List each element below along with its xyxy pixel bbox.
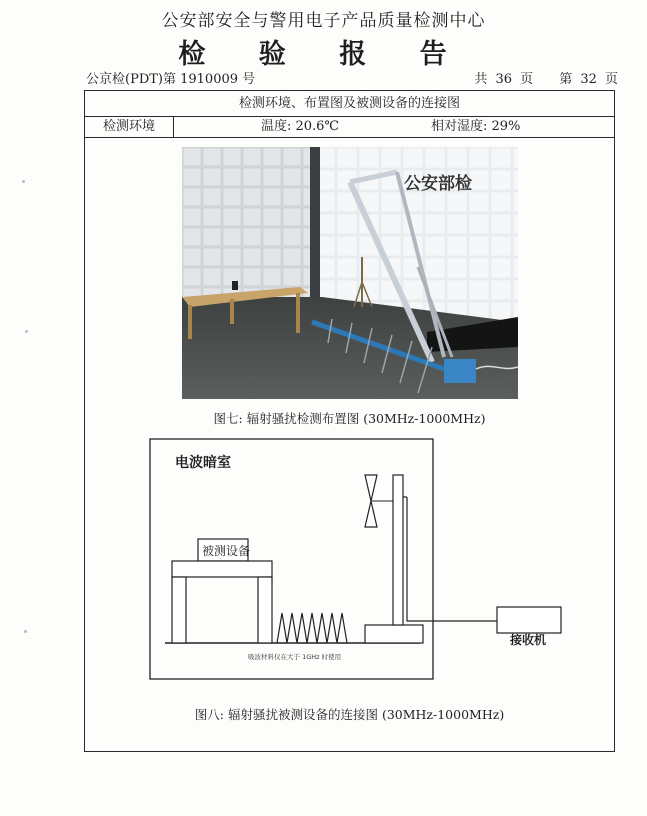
report-number: 公京检(PDT)第 1910009 号 [86, 72, 256, 87]
eut-label: 被测设备 [202, 544, 251, 558]
chamber-photo [182, 147, 518, 399]
antenna-mast [393, 475, 403, 625]
report-table [84, 90, 615, 752]
receiver-box [497, 607, 561, 633]
absorber-note: 吸波材料仅在大于 1GHz 时使用 [248, 653, 342, 661]
chamber-label: 电波暗室 [175, 455, 231, 471]
report-title: 检 验 报 告 [178, 39, 469, 70]
page-info [448, 68, 618, 87]
wall-text: 公安部检 [404, 174, 472, 194]
scan-speck [22, 180, 25, 183]
chamber-photo-image [182, 147, 518, 399]
humidity-value: 相对湿度: 29% [431, 119, 521, 134]
connection-diagram-svg [85, 435, 616, 695]
report-meta [86, 68, 618, 88]
diagram-caption: 图八: 辐射骚扰被测设备的连接图 (30MHz-1000MHz) [194, 707, 505, 722]
mast-base [365, 625, 423, 643]
test-table [172, 561, 272, 577]
antenna-icon [365, 475, 377, 501]
photo-caption: 图七: 辐射骚扰检测布置图 (30MHz-1000MHz) [213, 411, 486, 426]
environment-label: 检测环境 [85, 116, 174, 137]
page-number: 第 32 页 [559, 72, 618, 87]
connection-diagram [85, 435, 616, 695]
total-pages: 共 36 页 [474, 72, 534, 87]
environment-row [85, 116, 614, 138]
absorber-cones [277, 613, 347, 643]
coax-cable [407, 497, 497, 621]
scan-speck [24, 630, 27, 633]
scan-speck [25, 330, 28, 333]
receiver-label: 接收机 [510, 633, 547, 647]
temperature-value: 温度: 20.6℃ [261, 119, 340, 134]
section-title: 检测环境、布置图及被测设备的连接图 [85, 91, 614, 117]
org-name: 公安部安全与警用电子产品质量检测中心 [161, 11, 486, 31]
